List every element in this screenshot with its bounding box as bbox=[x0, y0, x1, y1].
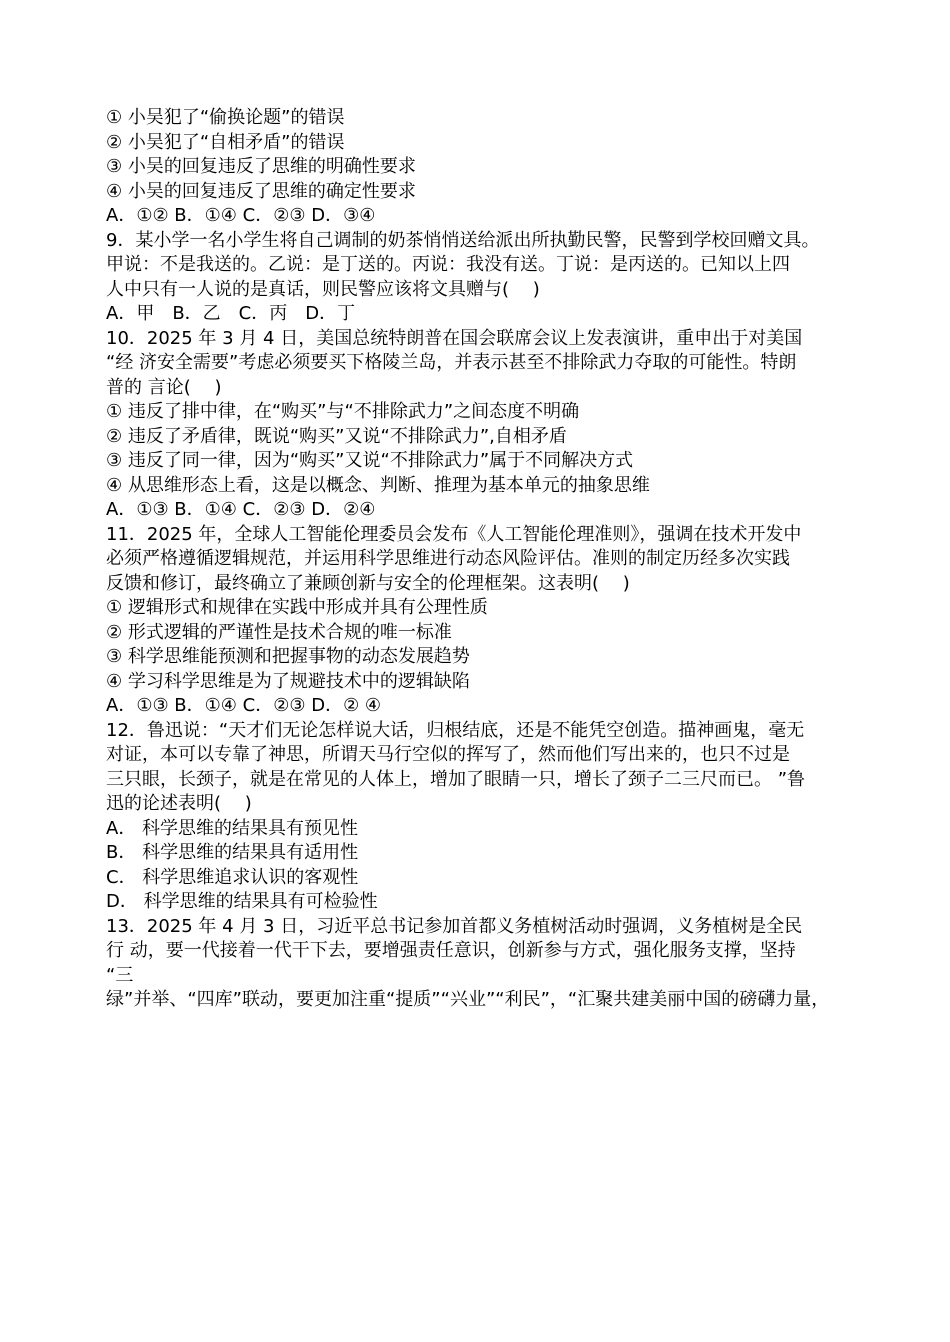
q12-stem-line-3: 三只眼，长颈子，就是在常见的人体上，增加了眼睛一只，增长了颈子二三尺而已。 ”鲁 bbox=[106, 768, 806, 790]
question-9 bbox=[106, 229, 850, 327]
q10-option-1: ① 违反了排中律，在“购买”与“不排除武力”之间态度不明确 bbox=[106, 401, 580, 422]
document-page bbox=[106, 106, 850, 1013]
q11-option-4: ④ 学习科学思维是为了规避技术中的逻辑缺陷 bbox=[106, 670, 470, 692]
q13-stem-line-2: 行 动，要一代接着一代干下去，要增强责任意识，创新参与方式，强化服务支撑，坚持 bbox=[106, 940, 796, 961]
q8-answer-choices: A．①② B．①④ C．②③ D．③④ bbox=[106, 205, 376, 226]
q12-stem-line-4: 迅的论述表明( ) bbox=[106, 793, 252, 814]
question-12 bbox=[106, 719, 850, 915]
question-8-options bbox=[106, 106, 850, 229]
q9-answer-choices: A．甲 B．乙 C．丙 D．丁 bbox=[106, 303, 356, 324]
q13-stem-line-4: 绿”并举、“四库”联动，要更加注重“提质”“兴业”“利民”，“汇聚共建美丽中国的磅礴力量， bbox=[106, 989, 830, 1010]
q10-option-4: ④ 从思维形态上看，这是以概念、判断、推理为基本单元的抽象思维 bbox=[106, 474, 650, 496]
q9-stem-line-2: 甲说：不是我送的。乙说：是丁送的。丙说：我没有送。丁说：是丙送的。已知以上四 bbox=[106, 254, 790, 275]
q12-stem-line-2: 对证，本可以专靠了神思，所谓天马行空似的挥写了，然而他们写出来的，也只不过是 bbox=[106, 744, 790, 765]
question-10 bbox=[106, 327, 850, 523]
q10-stem-line-1: 10．2025 年 3 月 4 日，美国总统特朗普在国会联席会议上发表演讲，重申出于对美国 bbox=[106, 327, 803, 349]
q11-stem-line-3: 反馈和修订，最终确立了兼顾创新与安全的伦理框架。这表明( ) bbox=[106, 572, 630, 594]
q11-answer-choices: A．①③ B．①④ C．②③ D．② ④ bbox=[106, 695, 382, 716]
q13-stem-line-3: “三 bbox=[106, 964, 134, 986]
q11-option-2: ② 形式逻辑的严谨性是技术合规的唯一标准 bbox=[106, 621, 452, 643]
q13-stem-line-1: 13．2025 年 4 月 3 日，习近平总书记参加首都义务植树活动时强调，义务植树是全民 bbox=[106, 915, 803, 937]
q11-option-1: ① 逻辑形式和规律在实践中形成并具有公理性质 bbox=[106, 597, 488, 618]
q10-stem-line-3: 普的 言论( ) bbox=[106, 376, 222, 398]
q12-option-a: A． 科学思维的结果具有预见性 bbox=[106, 817, 359, 839]
question-11 bbox=[106, 523, 850, 719]
q11-stem-line-1: 11．2025 年，全球人工智能伦理委员会发布《人工智能伦理准则》，强调在技术开发中 bbox=[106, 523, 802, 545]
q11-option-3: ③ 科学思维能预测和把握事物的动态发展趋势 bbox=[106, 646, 470, 667]
q8-option-4: ④ 小吴的回复违反了思维的确定性要求 bbox=[106, 180, 416, 202]
q8-option-1: ① 小吴犯了“偷换论题”的错误 bbox=[106, 107, 345, 128]
question-13 bbox=[106, 915, 850, 1013]
q9-stem-line-1: 9．某小学一名小学生将自己调制的奶茶悄悄送给派出所执勤民警，民警到学校回赠文具。 bbox=[106, 229, 820, 251]
q12-option-d: D． 科学思维的结果具有可检验性 bbox=[106, 891, 378, 912]
q10-option-3: ③ 违反了同一律，因为“购买”又说“不排除武力”属于不同解决方式 bbox=[106, 450, 634, 471]
q8-option-3: ③ 小吴的回复违反了思维的明确性要求 bbox=[106, 156, 416, 177]
q12-option-c: C． 科学思维追求认识的客观性 bbox=[106, 866, 359, 888]
q12-stem-line-1: 12．鲁迅说：“天才们无论怎样说大话，归根结底，还是不能凭空创造。描神画鬼，毫无 bbox=[106, 719, 805, 741]
q11-stem-line-2: 必须严格遵循逻辑规范，并运用科学思维进行动态风险评估。准则的制定历经多次实践 bbox=[106, 548, 790, 569]
q10-stem-line-2: “经 济安全需要”考虑必须要买下格陵兰岛，并表示甚至不排除武力夺取的可能性。特朗 bbox=[106, 352, 797, 373]
q10-answer-choices: A．①③ B．①④ C．②③ D．②④ bbox=[106, 499, 376, 520]
q8-option-2: ② 小吴犯了“自相矛盾”的错误 bbox=[106, 131, 345, 153]
q12-option-b: B． 科学思维的结果具有适用性 bbox=[106, 842, 359, 863]
q10-option-2: ② 违反了矛盾律，既说“购买”又说“不排除武力”,自相矛盾 bbox=[106, 425, 567, 447]
q9-stem-line-3: 人中只有一人说的是真话，则民警应该将文具赠与( ) bbox=[106, 278, 540, 300]
